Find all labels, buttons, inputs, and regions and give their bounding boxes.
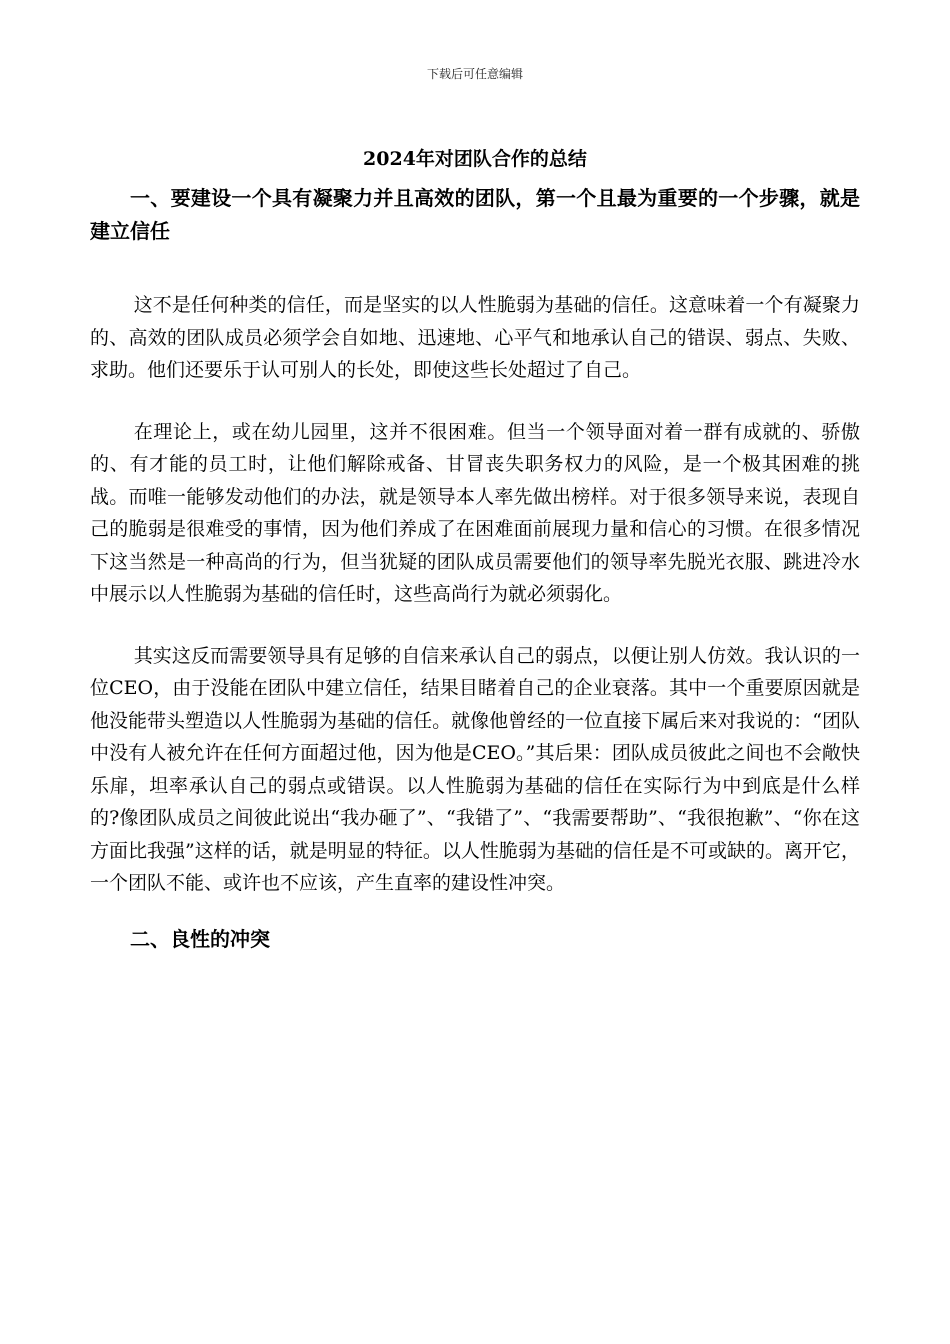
document-title: 2024年对团队合作的总结 <box>363 148 587 170</box>
paragraph-3: 其实这反而需要领导具有足够的自信来承认自己的弱点，以便让别人仿效。我认识的一位CEO，由于没能在团队中建立信任，结果目睹着自己的企业衰落。其中一个重要原因就是他没能带头塑造以人性脆弱为基础的信任。就像他曾经的一位直接下属后来对我说的：“团队中没有人被允许在任何方面超过他，因为他是CEO。”其后果：团队成员彼此之间也不会敞快乐扉，坦率承认自己的弱点或错误。以人性脆弱为基础的信任在实际行为中到底是什么样的?像团队成员之间彼此说出“我办砸了”、“我错了”、“我需要帮助”、“我很抱歉”、“你在这方面比我强”这样的话，就是明显的特征。以人性脆弱为基础的信任是不可或缺的。离开它，一个团队不能、或许也不应该，产生直率的建设性冲突。 <box>90 644 860 894</box>
header-note: 下载后可任意编辑 <box>426 67 523 81</box>
paragraph-1: 这不是任何种类的信任，而是坚实的以人性脆弱为基础的信任。这意味着一个有凝聚力的、高效的团队成员必须学会自如地、迅速地、心平气和地承认自己的错误、弱点、失败、求助。他们还要乐于认可别人的长处，即使这些长处超过了自己。 <box>90 294 860 381</box>
document-body <box>90 182 860 956</box>
paragraph-2: 在理论上，或在幼儿园里，这并不很困难。但当一个领导面对着一群有成就的、骄傲的、有才能的员工时，让他们解除戒备、甘冒丧失职务权力的风险，是一个极其困难的挑战。而唯一能够发动他们的办法，就是领导本人率先做出榜样。对于很多领导来说，表现自己的脆弱是很难受的事情，因为他们养成了在困难面前展现力量和信心的习惯。在很多情况下这当然是一种高尚的行为，但当犹疑的团队成员需要他们的领导率先脱光衣服、跳进冷水中展示以人性脆弱为基础的信任时，这些高尚行为就必须弱化。 <box>90 420 860 605</box>
section-heading-1: 一、要建设一个具有凝聚力并且高效的团队，第一个且最为重要的一个步骤，就是建立信任 <box>90 186 860 243</box>
section-heading-2: 二、良性的冲突 <box>130 926 270 951</box>
